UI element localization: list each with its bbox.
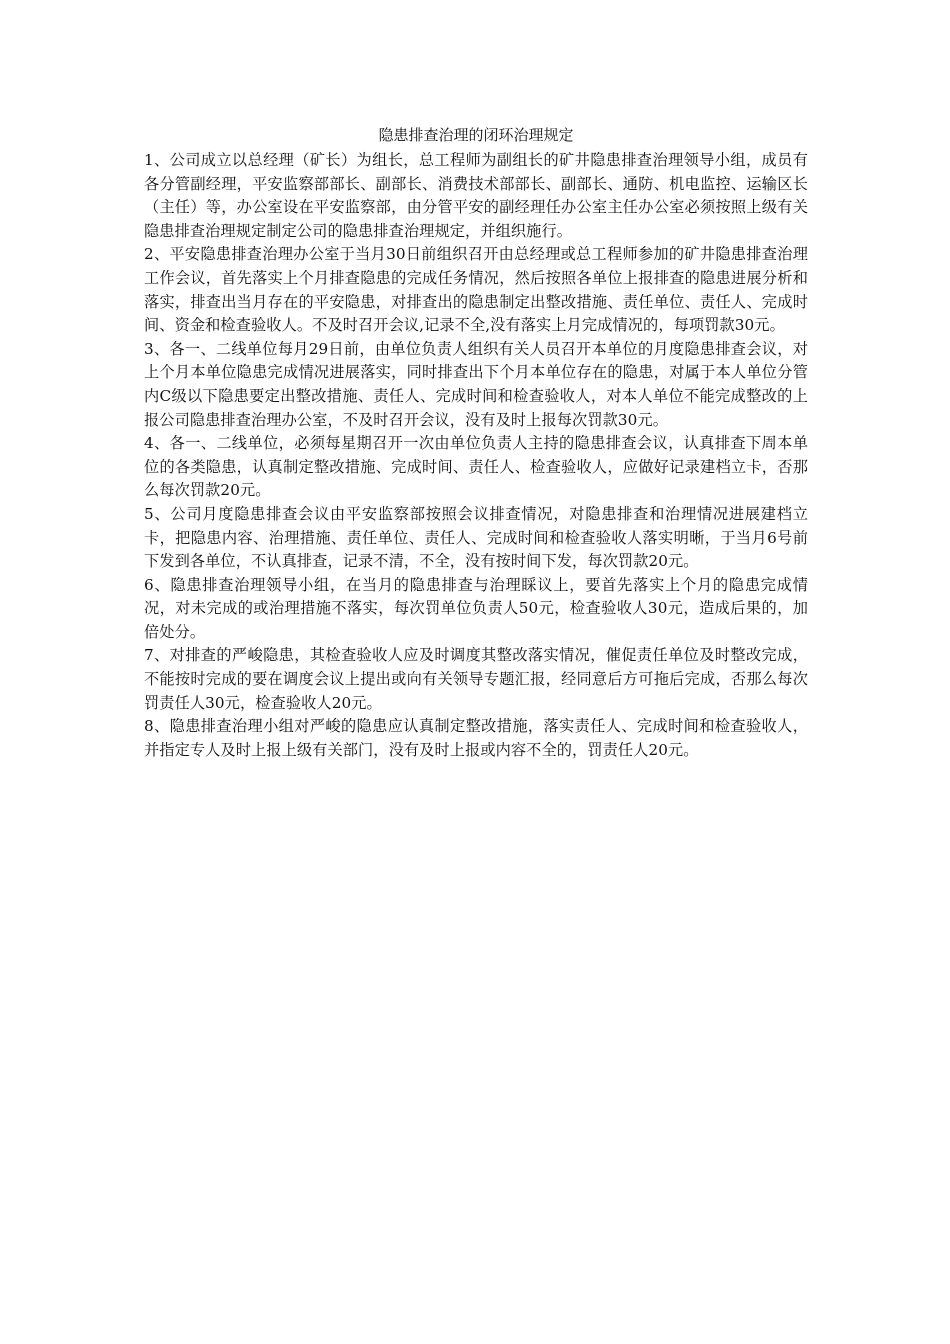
clause-3: 3、各一、二线单位每月29日前，由单位负责人组织有关人员召开本单位的月度隐患排查会议，对上个月本单位隐患完成情况进展落实，同时排查出下个月本单位存在的隐患，对属于本人单位分管内C级以下隐患要定出整改措施、责任人、完成时间和检查验收人，对本人单位不能完成整改的上报公司隐患排查治理办公室，不及时召开会议，没有及时上报每次罚款30元。 — [144, 339, 808, 429]
clause-8: 8、隐患排查治理小组对严峻的隐患应认真制定整改措施，落实责任人、完成时间和检查验收人，并指定专人及时上报上级有关部门，没有及时上报或内容不全的，罚责任人20元。 — [144, 717, 808, 759]
clause-6: 6、隐患排查治理领导小组，在当月的隐患排查与治理睬议上，要首先落实上个月的隐患完成情况，对未完成的或治理措施不落实，每次罚单位负责人50元，检查验收人30元，造成后果的，加倍处分。 — [144, 575, 808, 641]
clause-1: 1、公司成立以总经理（矿长）为组长，总工程师为副组长的矿井隐患排查治理领导小组，成员有各分管副经理，平安监察部部长、副部长、消费技术部部长、副部长、通防、机电监控、运输区长（主任）等，办公室设在平安监察部，由分管平安的副经理任办公室主任办公室必须按照上级有关隐患排查治理规定制定公司的隐患排查治理规定，并组织施行。 — [144, 151, 808, 240]
document-title: 隐患排查治理的闭环治理规定 — [378, 126, 574, 144]
clause-4: 4、各一、二线单位，必须每星期召开一次由单位负责人主持的隐患排查会议，认真排查下周本单位的各类隐患，认真制定整改措施、完成时间、责任人、检查验收人，应做好记录建档立卡，否那么每次罚款20元。 — [144, 434, 808, 500]
clause-5: 5、公司月度隐患排查会议由平安监察部按照会议排查情况，对隐患排查和治理情况进展建档立卡，把隐患内容、治理措施、责任单位、责任人、完成时间和检查验收人落实明晰，于当月6号前下发到各单位，不认真排查，记录不清，不全，没有按时间下发，每次罚款20元。 — [144, 504, 808, 571]
clause-list — [144, 149, 808, 762]
clause-7: 7、对排查的严峻隐患，其检查验收人应及时调度其整改落实情况，催促责任单位及时整改完成，不能按时完成的要在调度会议上提出或向有关领导专题汇报，经同意后方可拖后完成，否那么每次罚责任人30元，检查验收人20元。 — [144, 646, 808, 712]
document-page — [144, 124, 808, 762]
clause-2: 2、平安隐患排查治理办公室于当月30日前组织召开由总经理或总工程师参加的矿井隐患排查治理工作会议，首先落实上个月排查隐患的完成任务情况，然后按照各单位上报排查的隐患进展分析和落实，排查出当月存在的平安隐患，对排查出的隐患制定出整改措施、责任单位、责任人、完成时间、资金和检查验收人。不及时召开会议,记录不全,没有落实上月完成情况的，每项罚款30元。 — [144, 245, 808, 335]
